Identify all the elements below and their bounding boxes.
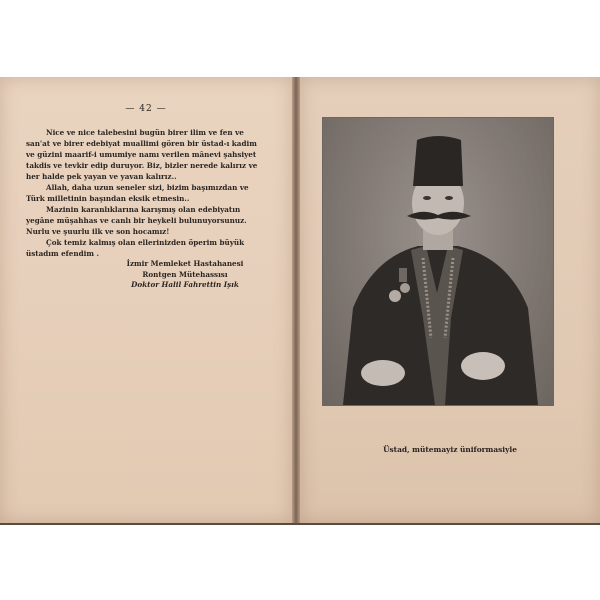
portrait-illustration (323, 118, 553, 405)
paragraph: Allah, daha uzun seneler sizi, bizim başımızdan ve Türk milletinin başından eksik etmesin.. (26, 183, 249, 203)
signature-name: Doktor Halil Fahrettin Işık (131, 280, 239, 289)
page-number: — 42 — (125, 104, 167, 114)
paragraph: Mazinin karanlıklarına karışmış olan edebiyatın yegâne müşahhas ve canlı bir heykeli bulunuyorsunuz. Nurlu ve şuurlu ilk ve son hocamız! (26, 205, 247, 236)
portrait-photo (322, 117, 554, 406)
paragraph: Nice ve nice talebesini bugün birer ilim ve fen ve san'at ve birer edebiyat muallimi gören bir üstad-ı kadim ve güzini maarif-i umumiye namı verilen mânevi şahsiyet takdis ve tevkir edip duruyor. Biz, bizler nerede kalırız ve her halde pek yayan ve yavan kalırız.. (26, 128, 258, 181)
signature-block (100, 259, 270, 291)
left-page (0, 77, 292, 523)
open-book (0, 77, 600, 525)
paragraph: Çok temiz kalmış olan ellerinizden öperim büyük üstadım efendim . (26, 238, 245, 258)
signature-line-1: İzmir Memleket Hastahanesi (126, 259, 244, 268)
book-gutter (292, 77, 300, 523)
right-page (300, 77, 600, 523)
signature-line-2: Rontgen Mütehassısı (142, 269, 228, 279)
letter-text (26, 127, 266, 259)
photo-caption: Üstad, mütemayiz üniformasiyle (383, 445, 517, 454)
